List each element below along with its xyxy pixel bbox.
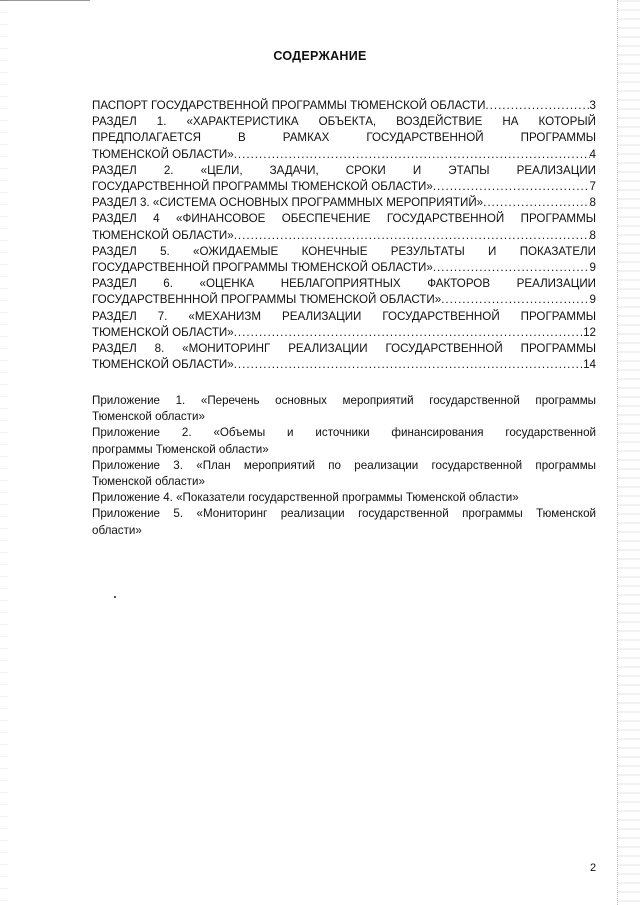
appendix-line: области» [92,523,142,537]
appendix-item[interactable] [92,506,596,538]
dot-leader [485,98,589,114]
toc-entry[interactable] [92,244,596,276]
appendix-line: Тюменской области» [92,410,205,424]
toc-entry[interactable] [92,309,596,341]
page-title: СОДЕРЖАНИЕ [273,49,367,63]
toc-entry[interactable] [92,163,596,195]
toc-page-number: 3 [589,99,596,112]
toc-entry[interactable] [92,341,596,373]
toc-entry[interactable] [92,114,596,163]
toc-entry-text: ТЮМЕНСКОЙ ОБЛАСТИ» [92,228,234,242]
toc-entry-leader-line [92,228,596,244]
toc-entry-text: ГОСУДАРСТВЕННОЙ ПРОГРАММЫ ТЮМЕНСКОЙ ОБЛАСТИ» [92,180,433,194]
scan-top-rule [0,0,90,1]
appendix-list [92,393,596,539]
toc-entry-leader-line [92,195,596,211]
dot-leader [483,195,589,211]
dot-leader [433,260,590,276]
toc-entry[interactable] [92,211,596,243]
toc-entry-line: ПРЕДПОЛАГАЕТСЯ В РАМКАХ ГОСУДАРСТВЕННОЙ ПРОГРАММЫ [92,131,596,145]
toc-page-number: 12 [583,325,596,339]
dot-leader [234,147,590,163]
toc-entry-line: РАЗДЕЛ 7. «МЕХАНИЗМ РЕАЛИЗАЦИИ ГОСУДАРСТВЕННОЙ ПРОГРАММЫ [92,309,596,323]
toc-entry-line: РАЗДЕЛ 1. «ХАРАКТЕРИСТИКА ОБЪЕКТА, ВОЗДЕЙСТВИЕ НА КОТОРЫЙ [92,115,596,129]
toc-entry[interactable] [92,276,596,308]
toc-page-number: 9 [589,261,596,275]
toc-page-number: 8 [589,228,596,242]
page-number: 2 [590,862,597,874]
toc-entry-leader-line [92,292,596,308]
appendix-line: Приложение 1. «Перечень основных мероприятий государственной программы [92,394,596,407]
dot-leader [234,228,590,244]
toc-entry-line: РАЗДЕЛ 5. «ОЖИДАЕМЫЕ КОНЕЧНЫЕ РЕЗУЛЬТАТЫ И ПОКАЗАТЕЛИ [92,244,596,258]
toc-entry-leader-line [92,147,596,163]
toc-entry-leader-line [92,357,596,373]
toc-page-number: 7 [589,180,596,194]
appendix-line: Тюменской области» [92,475,205,489]
scan-speck [114,596,116,598]
toc-entry-line: РАЗДЕЛ 6. «ОЦЕНКА НЕБЛАГОПРИЯТНЫХ ФАКТОРОВ РЕАЛИЗАЦИИ [92,277,596,291]
toc-entry-leader-line [92,179,596,195]
toc-entry-line: РАЗДЕЛ 2. «ЦЕЛИ, ЗАДАЧИ, СРОКИ И ЭТАПЫ РЕАЛИЗАЦИИ [92,163,596,177]
dot-leader [433,179,590,195]
appendix-item[interactable] [92,393,596,425]
dot-leader [234,325,583,341]
appendix-line: Приложение 5. «Мониторинг реализации государственной программы Тюменской [92,507,596,521]
toc-entry-text: РАЗДЕЛ 3. «СИСТЕМА ОСНОВНЫХ ПРОГРАММНЫХ МЕРОПРИЯТИЙ» [92,196,484,210]
appendix-line: Приложение 2. «Объемы и источники финансирования государственной [92,426,596,440]
appendix-line: программы Тюменской области» [92,442,269,456]
appendix-item[interactable] [92,425,596,457]
toc-page-number: 9 [589,293,596,307]
scan-edge-right [617,0,640,905]
toc-entry-text: ТЮМЕНСКОЙ ОБЛАСТИ» [92,147,234,161]
toc-entry-leader-line [92,98,596,114]
scan-edge-left [0,0,8,905]
toc-entry-line: РАЗДЕЛ 8. «МОНИТОРИНГ РЕАЛИЗАЦИИ ГОСУДАРСТВЕННОЙ ПРОГРАММЫ [92,342,596,356]
toc-entry-text: ГОСУДАРСТВЕНННОЙ ПРОГРАММЫ ТЮМЕНСКОЙ ОБЛАСТИ» [92,293,442,307]
toc-entry-text: ТЮМЕНСКОЙ ОБЛАСТИ» [92,358,234,372]
toc-entry[interactable] [92,98,596,114]
toc-page-number: 8 [589,196,596,210]
appendix-line: Приложение 3. «План мероприятий по реализации государственной программы [92,458,596,472]
dot-leader [441,292,589,308]
table-of-contents [92,98,596,373]
dot-leader [234,357,583,373]
appendix-item[interactable] [92,458,596,490]
toc-entry-text: ГОСУДАРСТВЕННОЙ ПРОГРАММЫ ТЮМЕНСКОЙ ОБЛАСТИ» [92,261,433,275]
toc-page-number: 14 [583,358,596,372]
toc-entry[interactable] [92,195,596,211]
toc-entry-leader-line [92,260,596,276]
toc-entry-leader-line [92,325,596,341]
appendix-item[interactable] [92,490,596,506]
appendix-line: Приложение 4. «Показатели государственной программы Тюменской области» [92,491,519,505]
toc-entry-text: ПАСПОРТ ГОСУДАРСТВЕННОЙ ПРОГРАММЫ ТЮМЕНСКОЙ ОБЛАСТИ [92,99,486,112]
toc-page-number: 4 [589,147,596,161]
toc-entry-line: РАЗДЕЛ 4 «ФИНАНСОВОЕ ОБЕСПЕЧЕНИЕ ГОСУДАРСТВЕННОЙ ПРОГРАММЫ [92,212,596,226]
toc-entry-text: ТЮМЕНСКОЙ ОБЛАСТИ» [92,325,234,339]
